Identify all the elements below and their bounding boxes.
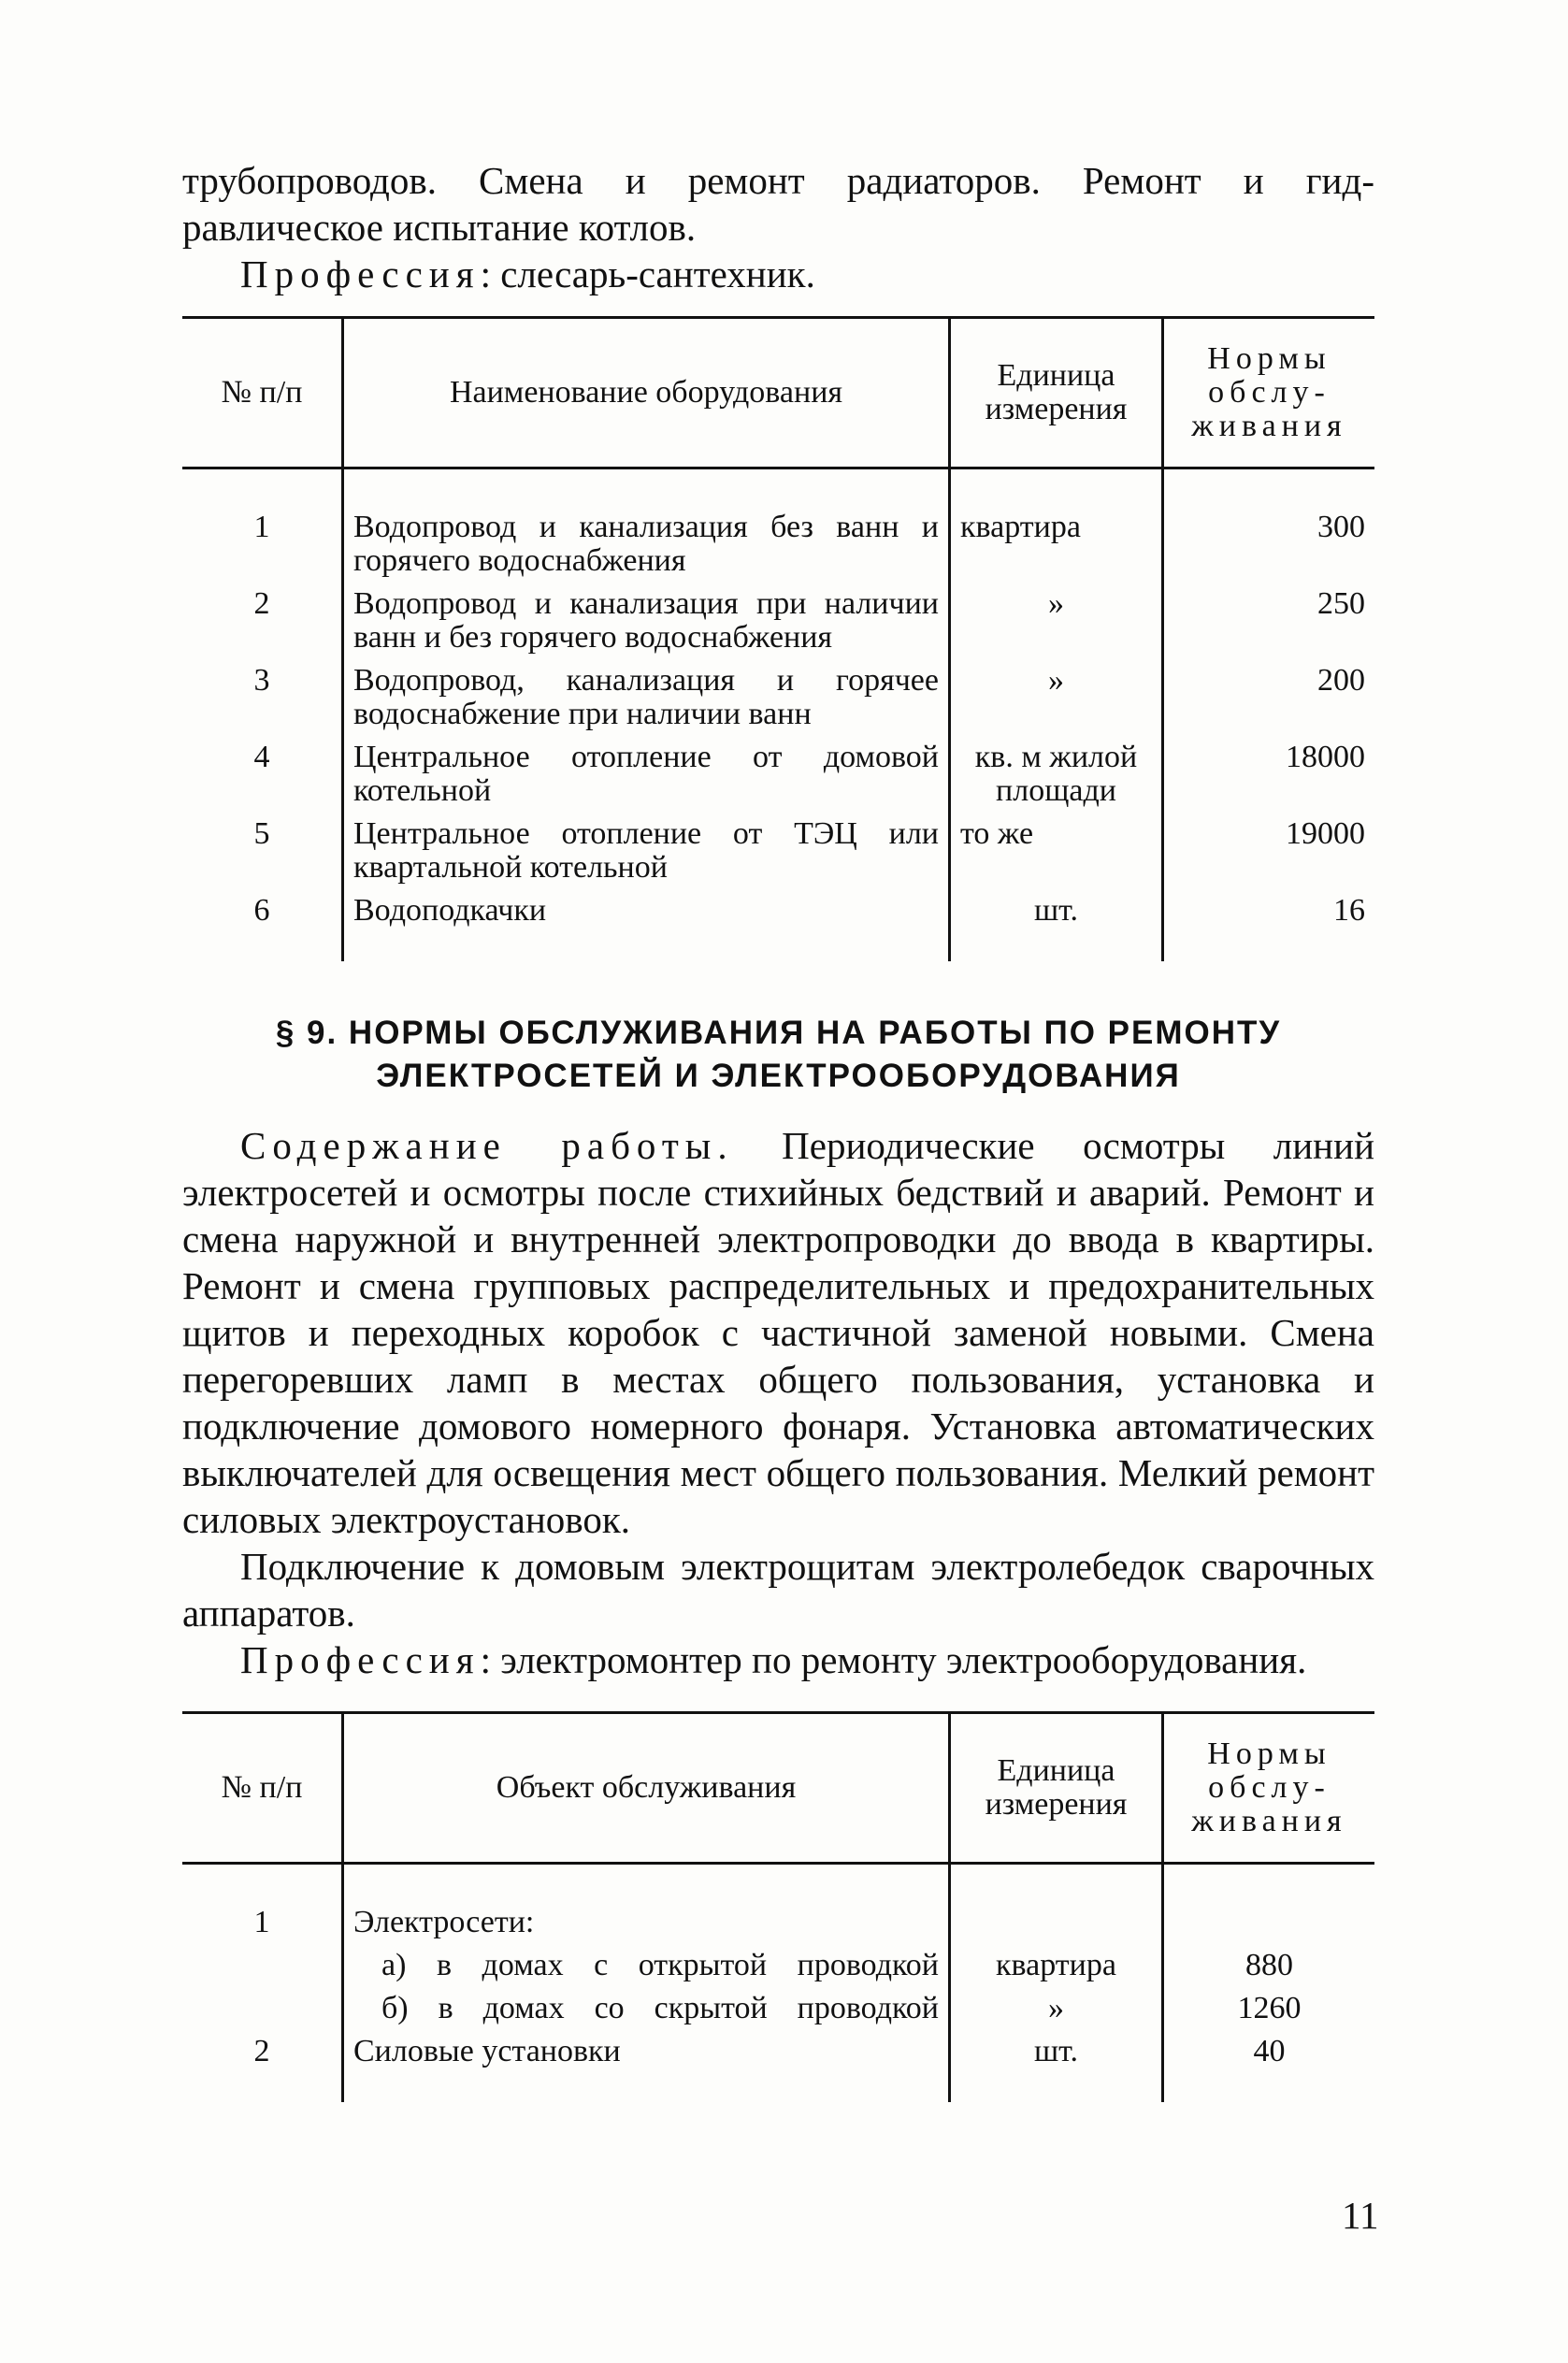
row-name: Центральное отопление от ТЭЦ или квартальной котельной — [343, 808, 950, 885]
row-unit: то же — [950, 808, 1163, 885]
table-row — [182, 885, 1374, 961]
header-norm-line-3: живания — [1191, 409, 1347, 443]
row-name: Силовые установки — [343, 2025, 950, 2102]
table-row — [182, 2025, 1374, 2102]
row-num: 3 — [253, 663, 270, 698]
section-9-title-line-2: ЭЛЕКТРОСЕТЕЙ И ЭЛЕКТРООБОРУДОВАНИЯ — [376, 1058, 1181, 1094]
profession-2-label: Профессия — [240, 1638, 481, 1681]
row-norm: 880 — [1163, 1939, 1375, 1982]
row-norm: 250 — [1163, 578, 1375, 655]
section-9-title-line-1: § 9. НОРМЫ ОБСЛУЖИВАНИЯ НА РАБОТЫ ПО РЕМОНТУ — [275, 1015, 1282, 1051]
row-num: 5 — [253, 816, 270, 851]
row-norm: 300 — [1163, 468, 1375, 579]
table-row — [182, 808, 1374, 885]
profession-1 — [182, 251, 1374, 297]
profession-2-value: : электромонтер по ремонту электрооборудования. — [480, 1638, 1307, 1681]
row-num: 2 — [253, 2034, 270, 2068]
row-unit: » — [950, 578, 1163, 655]
intro-line-1: трубопроводов. Смена и ремонт радиаторов. Ремонт и гид- — [182, 159, 1374, 202]
header-unit-line-2: измерения — [985, 392, 1128, 426]
table-row — [182, 578, 1374, 655]
equipment-table — [182, 316, 1374, 961]
header-num: № п/п — [182, 1713, 343, 1864]
table-row — [182, 1939, 1374, 1982]
row-norm: 16 — [1163, 885, 1375, 961]
row-name: Водопровод, канализация и горячее водоснабжение при наличии ванн — [343, 655, 950, 731]
row-name: Водопровод и канализация без ванн и горячего водоснабжения — [343, 468, 950, 579]
header-unit-line-1: Единица — [997, 358, 1115, 393]
page-content — [182, 157, 1374, 2102]
row-num — [182, 1939, 343, 1982]
header-name: Наименование оборудования — [343, 318, 950, 468]
section-9-content — [182, 1122, 1374, 1543]
table-row — [182, 468, 1374, 579]
row-norm: 40 — [1163, 2025, 1375, 2102]
table-row — [182, 1864, 1374, 1940]
header-unit — [950, 1713, 1163, 1864]
row-name: Электросети: — [343, 1864, 950, 1940]
page-number: 11 — [1342, 2194, 1379, 2237]
row-name: б) в домах со скрытой проводкой — [343, 1982, 950, 2025]
row-num: 1 — [253, 510, 270, 544]
section-9-paragraph-2: Подключение к домовым электрощитам электролебедок сварочных аппаратов. — [182, 1545, 1374, 1635]
header-norm-line-3: живания — [1191, 1804, 1347, 1838]
section-9-heading — [182, 1012, 1374, 1098]
row-norm — [1163, 1864, 1375, 1940]
row-unit: шт. — [950, 2025, 1163, 2102]
content-label: Содержание работы. — [240, 1124, 734, 1167]
row-num: 4 — [253, 740, 270, 774]
intro-line-2: равлическое испытание котлов. — [182, 206, 697, 249]
table-row — [182, 655, 1374, 731]
header-unit-line-2: измерения — [985, 1787, 1128, 1822]
row-num — [182, 1982, 343, 2025]
row-norm: 1260 — [1163, 1982, 1375, 2025]
header-norm — [1163, 1713, 1375, 1864]
row-norm: 200 — [1163, 655, 1375, 731]
header-num: № п/п — [182, 318, 343, 468]
service-table-header — [182, 1713, 1374, 1864]
table-row — [182, 1982, 1374, 2025]
header-norm-line-1: Нормы — [1207, 1736, 1331, 1771]
row-name: а) в домах с открытой проводкой — [343, 1939, 950, 1982]
content-text: Периодические осмотры линий электросетей и осмотры после стихийных бедствий и аварий. Ремонт и смена наружной и внутренней электропроводки до ввода в квартиры. Ремонт и смена групповых распределительных и предохранительных щитов и переходных коробок с частичной заменой новыми. Смена перегоревших ламп в местах общего пользования, установка и подключение домового номерного фонаря. Установка автоматических выключателей для освещения мест общего пользования. Мелкий ремонт силовых электроустановок. — [182, 1124, 1375, 1541]
row-num: 6 — [253, 893, 270, 928]
row-unit: квартира — [950, 1939, 1163, 1982]
row-num: 2 — [253, 586, 270, 621]
profession-2 — [182, 1636, 1374, 1683]
row-unit: кв. м жилой площади — [950, 731, 1163, 808]
row-unit: шт. — [950, 885, 1163, 961]
header-unit — [950, 318, 1163, 468]
row-num: 1 — [253, 1905, 270, 1939]
profession-1-label: Профессия — [240, 252, 481, 295]
equipment-table-header — [182, 318, 1374, 468]
header-norm — [1163, 318, 1375, 468]
profession-1-value: : слесарь-сантехник. — [480, 252, 815, 295]
table-row — [182, 731, 1374, 808]
header-norm-line-2: обслу- — [1208, 375, 1331, 410]
row-norm: 18000 — [1163, 731, 1375, 808]
row-name: Центральное отопление от домовой котельной — [343, 731, 950, 808]
header-name: Объект обслуживания — [343, 1713, 950, 1864]
header-norm-line-1: Нормы — [1207, 341, 1331, 376]
row-unit: квартира — [950, 468, 1163, 579]
row-name: Водоподкачки — [343, 885, 950, 961]
row-norm: 19000 — [1163, 808, 1375, 885]
service-object-table — [182, 1711, 1374, 2102]
header-unit-line-1: Единица — [997, 1753, 1115, 1788]
row-unit: » — [950, 655, 1163, 731]
header-norm-line-2: обслу- — [1208, 1770, 1331, 1805]
row-unit: » — [950, 1982, 1163, 2025]
row-name: Водопровод и канализация при наличии ванн и без горячего водоснабжения — [343, 578, 950, 655]
row-unit — [950, 1864, 1163, 1940]
